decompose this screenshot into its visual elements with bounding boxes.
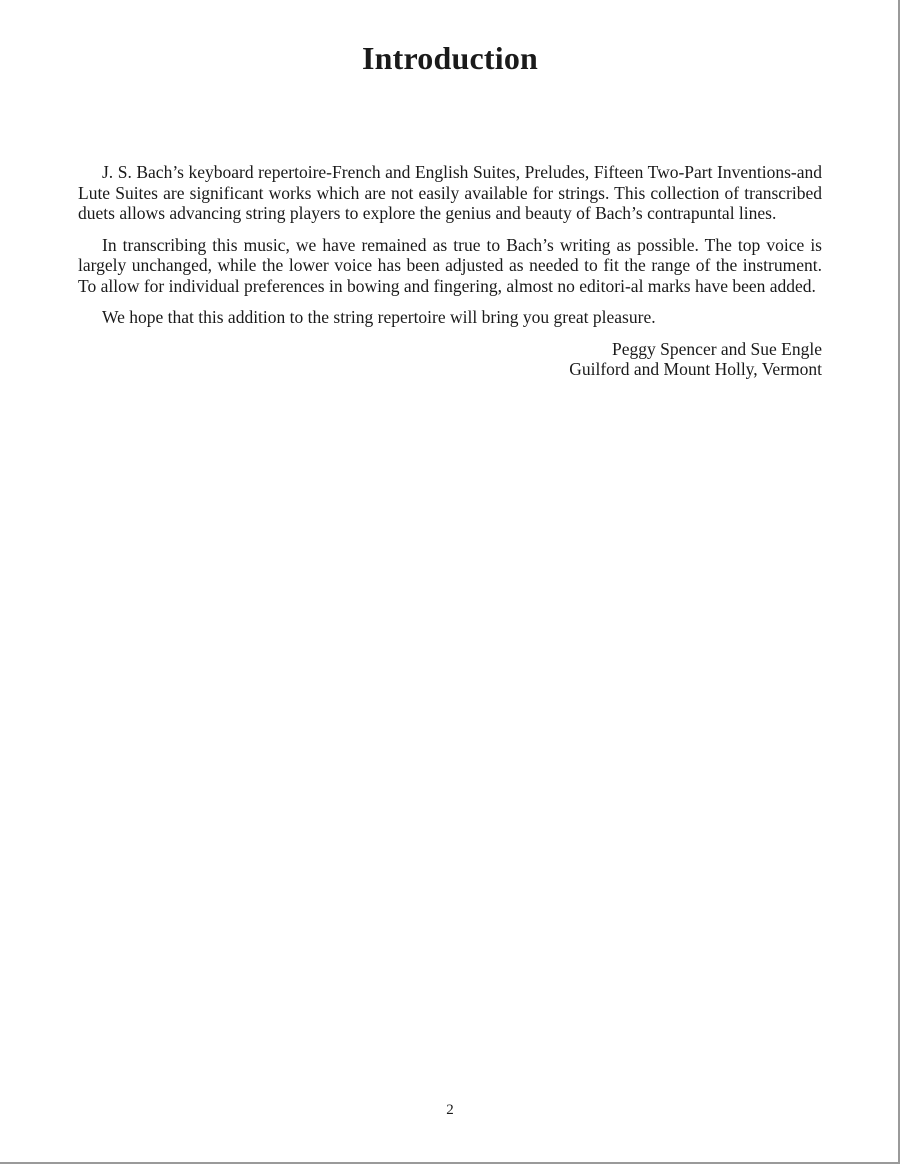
paragraph-closing: We hope that this addition to the string repertoire will bring you great pleasure. bbox=[102, 307, 656, 327]
signature-authors: Peggy Spencer and Sue Engle bbox=[612, 338, 822, 359]
introduction-body bbox=[78, 162, 822, 380]
paragraph-transcribing: In transcribing this music, we have remained as true to Bach’s writing as possible. The top voice is largely unchanged, while the lower voice has been adjusted as needed to fit the range of the instrument. To allow for individual preferences in bowing and fingering, almost no editori-al marks have been added. bbox=[78, 234, 822, 296]
paragraph-intro: J. S. Bach’s keyboard repertoire-French and English Suites, Preludes, Fifteen Two-Part Inventions-and Lute Suites are significant works which are not easily available for strings. This collection of transcribed duets allows advancing string players to explore the genius and beauty of Bach’s contrapuntal lines. bbox=[78, 162, 822, 223]
page-title: Introduction bbox=[361, 40, 539, 76]
page-number: 2 bbox=[446, 1102, 454, 1118]
signature-location: Guilford and Mount Holly, Vermont bbox=[569, 359, 822, 379]
signature-block bbox=[78, 339, 822, 380]
